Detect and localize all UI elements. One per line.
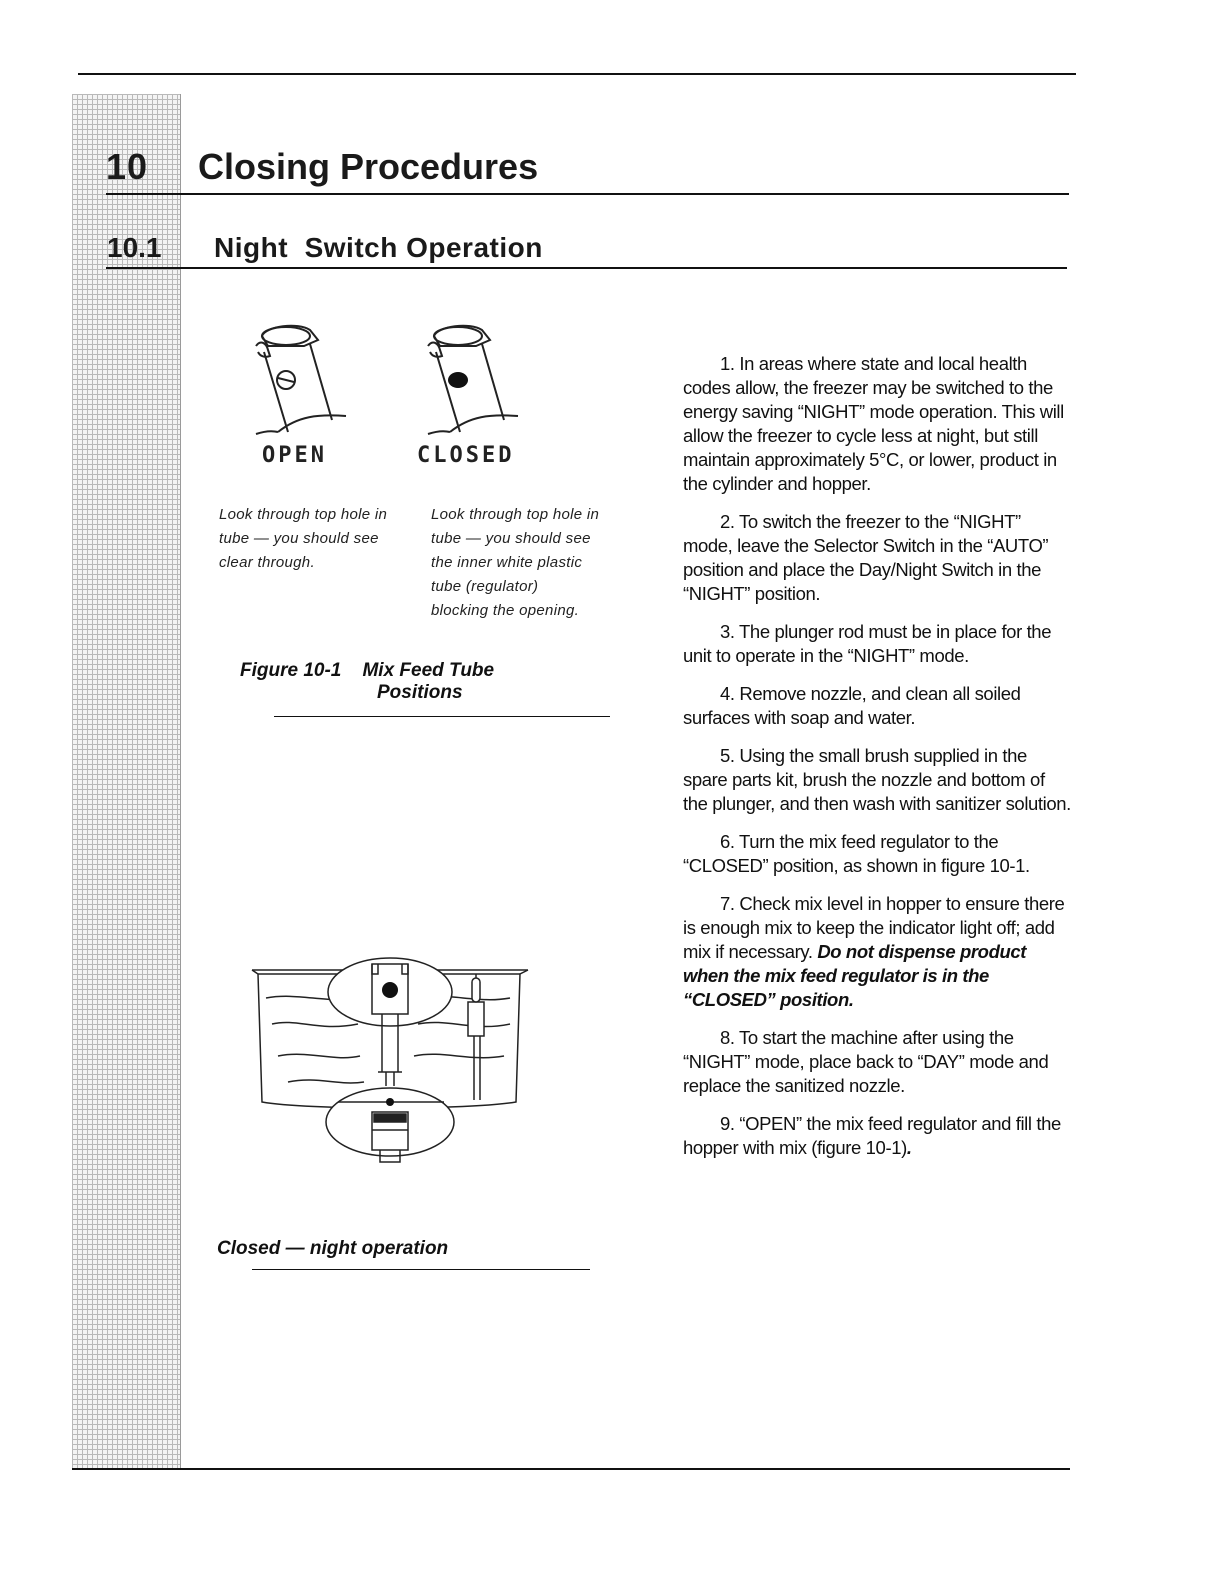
- top-rule: [78, 73, 1076, 75]
- tube-open-illustration: [248, 316, 348, 436]
- hopper-illustration: [248, 952, 532, 1168]
- closed-caption-line: the inner white plastic: [431, 554, 583, 571]
- open-label: OPEN: [262, 443, 327, 468]
- step-6: 6. Turn the mix feed regulator to the “CLOSED” position, as shown in figure 10-1.: [683, 831, 1030, 876]
- open-caption: [219, 503, 419, 575]
- section-rule: [106, 267, 1067, 269]
- step-7: [683, 892, 1073, 1012]
- section-title: Night Switch Operation: [214, 232, 543, 263]
- decorative-grid-strip: [72, 94, 181, 1469]
- open-caption-line: tube — you should see: [219, 530, 379, 547]
- chapter-rule: [106, 193, 1069, 195]
- step-4: 4. Remove nozzle, and clean all soiled surfaces with soap and water.: [683, 683, 1021, 728]
- closed-caption-line: tube — you should see: [431, 530, 591, 547]
- step-9-period: .: [906, 1137, 912, 1158]
- closed-label: CLOSED: [417, 443, 515, 468]
- step-7-warning: Do not dispense product when the mix feed regulator is in the “CLOSED” position.: [683, 941, 1027, 1010]
- figure-caption-line-2: Positions: [377, 682, 463, 703]
- figure-caption-line-1: Figure 10-1 Mix Feed Tube: [240, 660, 495, 681]
- open-caption-line: clear through.: [219, 554, 315, 571]
- section-number: 10.1: [107, 232, 162, 263]
- closed-caption-line: tube (regulator): [431, 578, 539, 595]
- chapter-title: Closing Procedures: [198, 146, 539, 187]
- step-9-text: 9. “OPEN” the mix feed regulator and fill the hopper with mix (figure 10-1): [683, 1113, 1061, 1158]
- figure-10-1-caption: [240, 660, 620, 704]
- closed-caption-line: blocking the opening.: [431, 602, 580, 619]
- closed-caption: [431, 503, 631, 623]
- step-9: [683, 1112, 1073, 1160]
- closed-caption-line: Look through top hole in: [431, 506, 600, 523]
- open-caption-line: Look through top hole in: [219, 506, 388, 523]
- bottom-rule: [72, 1468, 1070, 1470]
- figure-2-caption: Closed — night operation: [217, 1238, 449, 1259]
- step-2: 2. To switch the freezer to the “NIGHT” mode, leave the Selector Switch in the “AUTO” position and place the Day/Night Switch in the “NIGHT” position.: [683, 511, 1049, 604]
- procedure-steps: [683, 352, 1073, 1174]
- figure-10-1-rule: [274, 716, 610, 717]
- step-8: 8. To start the machine after using the “NIGHT” mode, place back to “DAY” mode and replace the sanitized nozzle.: [683, 1027, 1049, 1096]
- chapter-number: 10: [106, 146, 149, 187]
- step-1: 1. In areas where state and local health codes allow, the freezer may be switched to the energy saving “NIGHT” mode operation. This will allow the freezer to cycle less at night, but still maintain approximately 5°C, or lower, product in the cylinder and hopper.: [683, 353, 1064, 494]
- figure-2-rule: [252, 1269, 590, 1270]
- step-3: 3. The plunger rod must be in place for the unit to operate in the “NIGHT” mode.: [683, 621, 1052, 666]
- step-7-text: 7. Check mix level in hopper to ensure there is enough mix to keep the indicator light off; add mix if necessary.: [683, 893, 1065, 962]
- step-5: 5. Using the small brush supplied in the spare parts kit, brush the nozzle and bottom of the plunger, and then wash with sanitizer solution.: [683, 745, 1071, 814]
- tube-closed-illustration: [420, 316, 520, 436]
